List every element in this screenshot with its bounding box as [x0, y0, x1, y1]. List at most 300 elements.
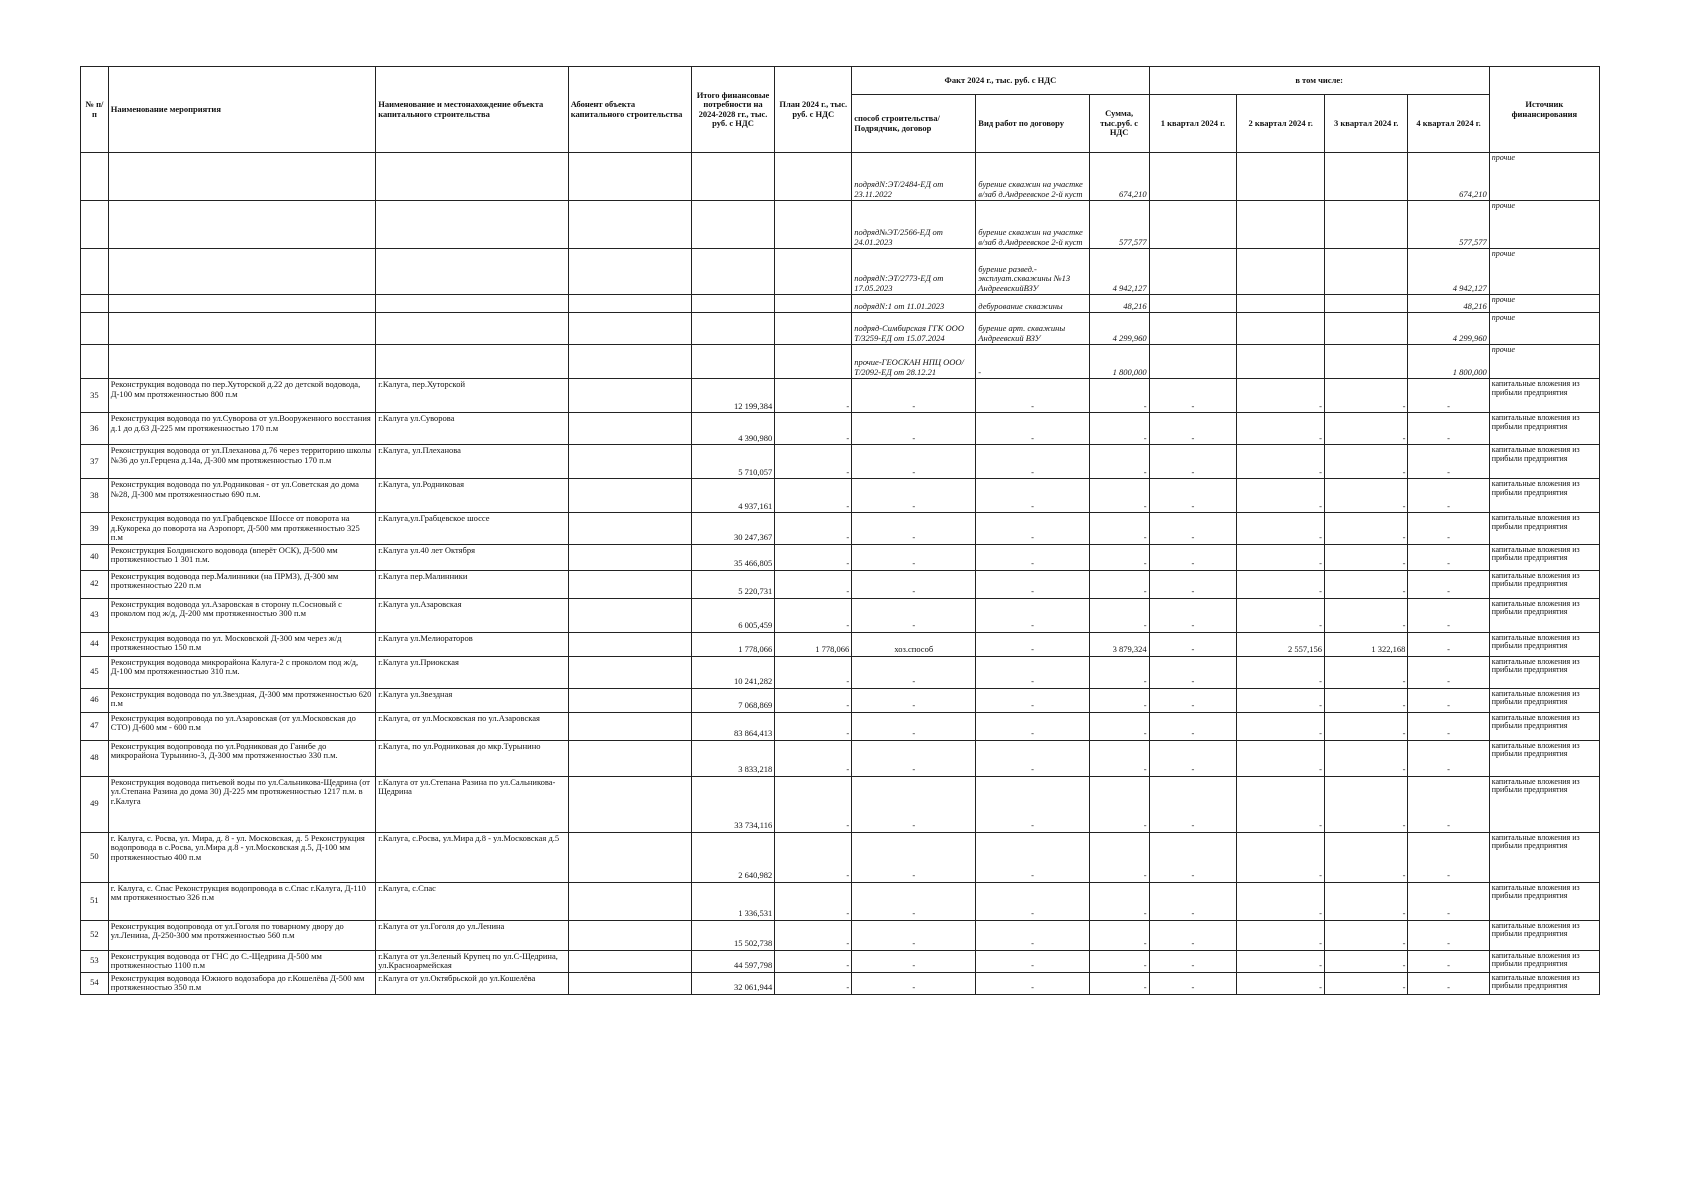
cell-num [81, 295, 109, 313]
cell-q2: - [1237, 882, 1325, 920]
cell-q1: - [1149, 413, 1237, 445]
table-row [81, 598, 1600, 632]
cell-source: капитальные вложения из прибыли предприятия [1489, 832, 1599, 882]
cell-needs: 10 241,282 [691, 656, 774, 688]
cell-q1 [1149, 295, 1237, 313]
cell-sum: - [1089, 379, 1149, 413]
cell-object: г.Калуга,ул.Грабцевское шоссе [376, 513, 569, 545]
cell-q4: - [1408, 513, 1489, 545]
cell-work-type: - [976, 950, 1089, 972]
cell-q1: - [1149, 712, 1237, 740]
cell-method: - [852, 445, 976, 479]
cell-plan: - [775, 413, 852, 445]
cell-sum: 3 879,324 [1089, 632, 1149, 656]
cell-q1: - [1149, 740, 1237, 776]
cell-source: капитальные вложения из прибыли предприятия [1489, 920, 1599, 950]
cell-q1: - [1149, 776, 1237, 832]
investment-program-table [80, 66, 1600, 995]
cell-work-type: бурение развед.-эксплуат.скважины №13 АндреевскийВЗУ [976, 249, 1089, 295]
cell-sum: - [1089, 920, 1149, 950]
cell-needs: 1 778,066 [691, 632, 774, 656]
header-object: Наименование и местонахождение объекта капитального строительства [376, 67, 569, 153]
cell-needs: 7 068,869 [691, 688, 774, 712]
cell-object-type [568, 513, 691, 545]
cell-object-type [568, 950, 691, 972]
cell-object [376, 295, 569, 313]
table-row [81, 882, 1600, 920]
cell-q1: - [1149, 656, 1237, 688]
cell-num [81, 153, 109, 201]
cell-num: 44 [81, 632, 109, 656]
cell-source: капитальные вложения из прибыли предприятия [1489, 570, 1599, 598]
cell-work-type: - [976, 972, 1089, 994]
cell-object-type [568, 740, 691, 776]
cell-q2: - [1237, 479, 1325, 513]
cell-work-type: - [976, 776, 1089, 832]
cell-object-type [568, 972, 691, 994]
cell-q4: - [1408, 656, 1489, 688]
header-num: № п/п [81, 67, 109, 153]
cell-needs: 15 502,738 [691, 920, 774, 950]
cell-source: прочие [1489, 345, 1599, 379]
cell-method: подряд№ЭТ/2566-ЕД от 24.01.2023 [852, 201, 976, 249]
cell-work-type: - [976, 688, 1089, 712]
cell-event [108, 249, 375, 295]
cell-needs: 5 710,057 [691, 445, 774, 479]
cell-q4: 4 942,127 [1408, 249, 1489, 295]
cell-object: г.Калуга, от ул.Московская по ул.Азаровская [376, 712, 569, 740]
cell-q4: - [1408, 445, 1489, 479]
cell-object-type [568, 632, 691, 656]
cell-q4: - [1408, 776, 1489, 832]
cell-needs [691, 295, 774, 313]
cell-sum: - [1089, 570, 1149, 598]
cell-event [108, 295, 375, 313]
cell-q2: - [1237, 544, 1325, 570]
cell-q3: - [1324, 544, 1407, 570]
cell-plan: - [775, 598, 852, 632]
table-row [81, 632, 1600, 656]
cell-source: капитальные вложения из прибыли предприятия [1489, 413, 1599, 445]
cell-needs: 3 833,218 [691, 740, 774, 776]
header-q1: 1 квартал 2024 г. [1149, 95, 1237, 153]
cell-q4: - [1408, 920, 1489, 950]
cell-q2 [1237, 295, 1325, 313]
cell-method: - [852, 544, 976, 570]
cell-needs [691, 249, 774, 295]
cell-num: 39 [81, 513, 109, 545]
cell-plan: - [775, 479, 852, 513]
cell-q2: - [1237, 570, 1325, 598]
cell-work-type: - [976, 379, 1089, 413]
cell-needs: 44 597,798 [691, 950, 774, 972]
cell-method: - [852, 379, 976, 413]
cell-work-type: - [976, 882, 1089, 920]
cell-object-type [568, 313, 691, 345]
cell-object: г.Калуга пер.Малинники [376, 570, 569, 598]
cell-object: г.Калуга ул.40 лет Октября [376, 544, 569, 570]
cell-object [376, 201, 569, 249]
cell-work-type: - [976, 632, 1089, 656]
cell-source: капитальные вложения из прибыли предприятия [1489, 379, 1599, 413]
cell-q2: 2 557,156 [1237, 632, 1325, 656]
cell-num [81, 313, 109, 345]
cell-method: подрядN:1 от 11.01.2023 [852, 295, 976, 313]
cell-sum: - [1089, 445, 1149, 479]
header-event: Наименование мероприятия [108, 67, 375, 153]
cell-event: Реконструкция водовода микрорайона Калуга-2 с проколом под ж/д, Д-100 мм протяженностью 310 п.м. [108, 656, 375, 688]
cell-plan: - [775, 379, 852, 413]
cell-needs: 33 734,116 [691, 776, 774, 832]
cell-event: Реконструкция водовода по пер.Хуторской д.22 до детской водовода, Д-100 мм протяженностью 800 п.м [108, 379, 375, 413]
cell-q1: - [1149, 972, 1237, 994]
cell-event: Реконструкция водовода по ул.Звездная, Д-300 мм протяженностью 620 п.м [108, 688, 375, 712]
table-row [81, 688, 1600, 712]
cell-object-type [568, 153, 691, 201]
cell-object-type [568, 832, 691, 882]
header-source: Источник финансирования [1489, 67, 1599, 153]
cell-q4: 48,216 [1408, 295, 1489, 313]
cell-needs: 12 199,384 [691, 379, 774, 413]
cell-object [376, 345, 569, 379]
cell-method: - [852, 598, 976, 632]
header-plan: План 2024 г., тыс. руб. с НДС [775, 67, 852, 153]
cell-q1: - [1149, 379, 1237, 413]
cell-object: г.Калуга от ул.Степана Разина по ул.Сальникова-Щедрина [376, 776, 569, 832]
cell-sum: - [1089, 513, 1149, 545]
cell-sum: 577,577 [1089, 201, 1149, 249]
cell-object-type [568, 570, 691, 598]
cell-num: 40 [81, 544, 109, 570]
cell-q4: 577,577 [1408, 201, 1489, 249]
cell-method: - [852, 882, 976, 920]
cell-q1: - [1149, 544, 1237, 570]
cell-sum: 48,216 [1089, 295, 1149, 313]
cell-object-type [568, 201, 691, 249]
cell-work-type: дебурование скважины [976, 295, 1089, 313]
cell-sum: - [1089, 544, 1149, 570]
header-sum: Сумма, тыс.руб. с НДС [1089, 95, 1149, 153]
cell-event: Реконструкция водопровода по ул.Родниковая до Ганибе до микрорайона Турынино-3, Д-300 мм протяженностью 330 п.м. [108, 740, 375, 776]
cell-work-type: - [976, 656, 1089, 688]
cell-num: 43 [81, 598, 109, 632]
cell-plan: 1 778,066 [775, 632, 852, 656]
cell-object-type [568, 598, 691, 632]
cell-q1: - [1149, 950, 1237, 972]
cell-plan: - [775, 882, 852, 920]
cell-q1 [1149, 201, 1237, 249]
cell-num: 36 [81, 413, 109, 445]
cell-work-type: - [976, 832, 1089, 882]
cell-object: г.Калуга, с.Спас [376, 882, 569, 920]
cell-plan: - [775, 544, 852, 570]
cell-work-type: бурение скважин на участке в/заб д.Андреевское 2-й куст [976, 201, 1089, 249]
cell-q3: - [1324, 882, 1407, 920]
cell-q4: 4 299,960 [1408, 313, 1489, 345]
cell-plan [775, 153, 852, 201]
cell-q2: - [1237, 413, 1325, 445]
cell-q2 [1237, 313, 1325, 345]
cell-source: капитальные вложения из прибыли предприятия [1489, 656, 1599, 688]
cell-q3 [1324, 201, 1407, 249]
cell-method: подрядN:ЭТ/2773-ЕД от 17.05.2023 [852, 249, 976, 295]
cell-work-type: - [976, 920, 1089, 950]
table-row [81, 740, 1600, 776]
cell-num: 35 [81, 379, 109, 413]
cell-source: прочие [1489, 313, 1599, 345]
cell-q3 [1324, 153, 1407, 201]
cell-object: г.Калуга от ул.Октябрьской до ул.Кошелёва [376, 972, 569, 994]
cell-num: 38 [81, 479, 109, 513]
cell-method: - [852, 712, 976, 740]
cell-q4: - [1408, 413, 1489, 445]
cell-sum: - [1089, 656, 1149, 688]
header-fact-group: Факт 2024 г., тыс. руб. с НДС [852, 67, 1149, 95]
cell-object-type [568, 712, 691, 740]
cell-q1: - [1149, 688, 1237, 712]
cell-method: - [852, 513, 976, 545]
cell-object: г.Калуга ул.Мелиораторов [376, 632, 569, 656]
table-row [81, 920, 1600, 950]
cell-work-type: - [976, 445, 1089, 479]
cell-object-type [568, 249, 691, 295]
cell-sum: - [1089, 832, 1149, 882]
cell-source: прочие [1489, 201, 1599, 249]
cell-plan: - [775, 656, 852, 688]
contract-row [81, 295, 1600, 313]
cell-object-type [568, 445, 691, 479]
cell-needs: 6 005,459 [691, 598, 774, 632]
cell-q3: - [1324, 712, 1407, 740]
cell-method: - [852, 776, 976, 832]
cell-method: - [852, 688, 976, 712]
cell-q4: - [1408, 882, 1489, 920]
cell-event: Реконструкция водовода ул.Азаровская в сторону п.Сосновый с проколом под ж/д, Д-200 мм протяженностью 300 п.м [108, 598, 375, 632]
table-row [81, 445, 1600, 479]
cell-event: г. Калуга, с. Спас Реконструкция водопровода в с.Спас г.Калуга, Д-110 мм протяженностью 326 п.м [108, 882, 375, 920]
cell-plan: - [775, 740, 852, 776]
cell-q3 [1324, 345, 1407, 379]
table-row [81, 379, 1600, 413]
cell-q3: - [1324, 832, 1407, 882]
cell-object: г.Калуга, ул.Родниковая [376, 479, 569, 513]
cell-sum: 1 800,000 [1089, 345, 1149, 379]
cell-event: Реконструкция водопровода от ул.Гоголя по товарному двору до ул.Ленина, Д-250-300 мм протяженностью 560 п.м [108, 920, 375, 950]
cell-object-type [568, 479, 691, 513]
cell-q2: - [1237, 513, 1325, 545]
header-incl-group: в том числе: [1149, 67, 1489, 95]
cell-sum: - [1089, 688, 1149, 712]
cell-method: - [852, 950, 976, 972]
cell-q4: - [1408, 740, 1489, 776]
cell-num: 48 [81, 740, 109, 776]
cell-q4: - [1408, 972, 1489, 994]
contract-rows [81, 153, 1600, 379]
cell-method: - [852, 740, 976, 776]
cell-plan [775, 201, 852, 249]
cell-num: 47 [81, 712, 109, 740]
cell-q1: - [1149, 479, 1237, 513]
cell-q2: - [1237, 445, 1325, 479]
cell-needs: 1 336,531 [691, 882, 774, 920]
cell-q4: - [1408, 632, 1489, 656]
cell-plan: - [775, 570, 852, 598]
cell-q4: - [1408, 379, 1489, 413]
cell-source: прочие [1489, 249, 1599, 295]
cell-q4: - [1408, 950, 1489, 972]
cell-object: г.Калуга, пер.Хуторской [376, 379, 569, 413]
cell-needs: 35 466,805 [691, 544, 774, 570]
cell-num: 37 [81, 445, 109, 479]
cell-event [108, 345, 375, 379]
cell-object [376, 153, 569, 201]
contract-row [81, 313, 1600, 345]
cell-q4: - [1408, 544, 1489, 570]
table-row [81, 832, 1600, 882]
cell-sum: - [1089, 950, 1149, 972]
cell-method: - [852, 570, 976, 598]
cell-plan: - [775, 712, 852, 740]
cell-method: хоз.способ [852, 632, 976, 656]
cell-q4: - [1408, 570, 1489, 598]
cell-object: г.Калуга от ул.Гоголя до ул.Ленина [376, 920, 569, 950]
cell-needs [691, 201, 774, 249]
cell-source: капитальные вложения из прибыли предприятия [1489, 445, 1599, 479]
cell-sum: - [1089, 972, 1149, 994]
cell-q3 [1324, 295, 1407, 313]
cell-q3 [1324, 313, 1407, 345]
cell-work-type: - [976, 740, 1089, 776]
cell-event: Реконструкция водовода по ул.Суворова от ул.Вооруженного восстания д.1 до д.63 Д-225 мм протяженностью 170 п.м [108, 413, 375, 445]
header-object-type: Абонент объекта капитального строительства [568, 67, 691, 153]
cell-source: капитальные вложения из прибыли предприятия [1489, 972, 1599, 994]
cell-object: г.Калуга ул.Суворова [376, 413, 569, 445]
cell-event: Реконструкция водовода по ул.Грабцевское Шоссе от поворота на д.Кукорека до поворота на Аэропорт, Д-500 мм протяженностью 325 п.м [108, 513, 375, 545]
cell-needs: 32 061,944 [691, 972, 774, 994]
cell-q3: - [1324, 950, 1407, 972]
cell-event: Реконструкция водовода пер.Малинники (на ПРМЗ), Д-300 мм протяженностью 220 п.м [108, 570, 375, 598]
cell-plan: - [775, 920, 852, 950]
cell-q1: - [1149, 632, 1237, 656]
cell-q2: - [1237, 950, 1325, 972]
cell-source: капитальные вложения из прибыли предприятия [1489, 688, 1599, 712]
cell-plan [775, 249, 852, 295]
cell-q2: - [1237, 688, 1325, 712]
table-row [81, 950, 1600, 972]
cell-plan: - [775, 513, 852, 545]
cell-source: капитальные вложения из прибыли предприятия [1489, 740, 1599, 776]
cell-q2: - [1237, 740, 1325, 776]
cell-method: - [852, 479, 976, 513]
cell-method: прочие-ГЕОСКАН НПЦ ООО/Т/2092-ЕД от 28.12.21 [852, 345, 976, 379]
cell-plan: - [775, 950, 852, 972]
cell-plan: - [775, 972, 852, 994]
cell-sum: 4 942,127 [1089, 249, 1149, 295]
cell-needs: 83 864,413 [691, 712, 774, 740]
cell-q3: - [1324, 740, 1407, 776]
cell-q1 [1149, 313, 1237, 345]
cell-plan: - [775, 776, 852, 832]
cell-sum: - [1089, 479, 1149, 513]
cell-event: Реконструкция водовода от ГНС до С.-Щедрина Д-500 мм протяженностью 1100 п.м [108, 950, 375, 972]
cell-q3: - [1324, 656, 1407, 688]
cell-sum: - [1089, 740, 1149, 776]
cell-plan: - [775, 688, 852, 712]
cell-num [81, 201, 109, 249]
cell-work-type: - [976, 570, 1089, 598]
contract-row [81, 201, 1600, 249]
cell-plan [775, 295, 852, 313]
cell-q3: 1 322,168 [1324, 632, 1407, 656]
cell-work-type: - [976, 413, 1089, 445]
cell-event [108, 153, 375, 201]
cell-q2: - [1237, 656, 1325, 688]
table-row [81, 656, 1600, 688]
cell-event: Реконструкция водовода по ул. Московской Д-300 мм через ж/д протяженностью 150 п.м [108, 632, 375, 656]
cell-source: капитальные вложения из прибыли предприятия [1489, 544, 1599, 570]
cell-num: 53 [81, 950, 109, 972]
cell-q1: - [1149, 570, 1237, 598]
cell-source: прочие [1489, 295, 1599, 313]
header-q3: 3 квартал 2024 г. [1324, 95, 1407, 153]
cell-q4: - [1408, 688, 1489, 712]
cell-q1 [1149, 153, 1237, 201]
cell-source: капитальные вложения из прибыли предприятия [1489, 598, 1599, 632]
cell-object-type [568, 544, 691, 570]
cell-num: 42 [81, 570, 109, 598]
cell-sum: 4 299,960 [1089, 313, 1149, 345]
table-row [81, 776, 1600, 832]
cell-source: капитальные вложения из прибыли предприятия [1489, 479, 1599, 513]
cell-object-type [568, 379, 691, 413]
cell-sum: - [1089, 598, 1149, 632]
cell-q1: - [1149, 882, 1237, 920]
cell-work-type: - [976, 479, 1089, 513]
cell-q4: - [1408, 479, 1489, 513]
table-row [81, 479, 1600, 513]
cell-q3: - [1324, 972, 1407, 994]
cell-q1: - [1149, 598, 1237, 632]
scanned-document-page [80, 66, 1668, 995]
cell-method: - [852, 832, 976, 882]
cell-method: - [852, 413, 976, 445]
cell-q1 [1149, 249, 1237, 295]
cell-work-type: бурение арт. скважины Андреевский ВЗУ [976, 313, 1089, 345]
cell-event [108, 313, 375, 345]
cell-method: подрядN:ЭТ/2484-ЕД от 23.11.2022 [852, 153, 976, 201]
cell-object [376, 313, 569, 345]
cell-source: капитальные вложения из прибыли предприятия [1489, 513, 1599, 545]
cell-num: 46 [81, 688, 109, 712]
cell-object: г.Калуга ул.Азаровская [376, 598, 569, 632]
cell-q3: - [1324, 445, 1407, 479]
cell-source: капитальные вложения из прибыли предприятия [1489, 882, 1599, 920]
cell-q3: - [1324, 479, 1407, 513]
cell-q4: 1 800,000 [1408, 345, 1489, 379]
cell-plan [775, 345, 852, 379]
cell-num: 51 [81, 882, 109, 920]
cell-needs: 5 220,731 [691, 570, 774, 598]
cell-q1: - [1149, 920, 1237, 950]
cell-event: Реконструкция водовода питьевой воды по ул.Сальникова-Щедрина (от ул.Степана Разина до дома 30) Д-225 мм протяженностью 1217 п.м. в г.Калуга [108, 776, 375, 832]
cell-q1: - [1149, 513, 1237, 545]
cell-needs: 2 640,982 [691, 832, 774, 882]
cell-q2 [1237, 345, 1325, 379]
cell-sum: - [1089, 413, 1149, 445]
header-q4: 4 квартал 2024 г. [1408, 95, 1489, 153]
cell-plan: - [775, 832, 852, 882]
cell-needs [691, 313, 774, 345]
